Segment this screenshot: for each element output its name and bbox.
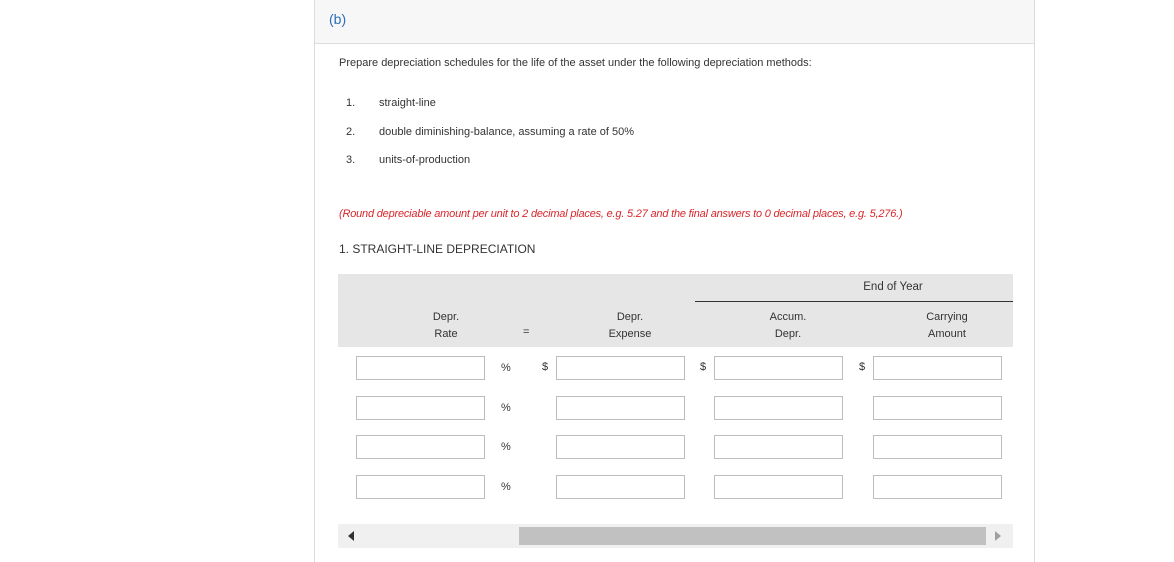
header-line: Depr. bbox=[616, 311, 644, 323]
carrying-amount-input[interactable] bbox=[873, 435, 1002, 459]
currency-symbol: $ bbox=[700, 361, 707, 373]
percent-unit: % bbox=[501, 441, 511, 453]
method-text: double diminishing-balance, assuming a rate of 50% bbox=[379, 126, 634, 138]
header-line: Depr. bbox=[432, 311, 460, 323]
section-title: 1. STRAIGHT-LINE DEPRECIATION bbox=[339, 242, 536, 256]
depr-expense-input[interactable] bbox=[556, 356, 685, 380]
triangle-left-icon[interactable] bbox=[348, 531, 354, 541]
triangle-right-icon[interactable] bbox=[995, 531, 1001, 541]
depr-rate-input[interactable] bbox=[356, 435, 485, 459]
header-line: Depr. bbox=[774, 328, 802, 340]
column-header-depr-expense bbox=[580, 309, 680, 343]
accum-depr-input[interactable] bbox=[714, 475, 843, 499]
header-line: Amount bbox=[928, 328, 966, 340]
instructions-text: Prepare depreciation schedules for the life of the asset under the following depreciation methods: bbox=[339, 57, 812, 69]
column-header-carrying-amount bbox=[897, 309, 997, 343]
accum-depr-input[interactable] bbox=[714, 356, 843, 380]
currency-symbol: $ bbox=[542, 361, 549, 373]
depr-expense-input[interactable] bbox=[556, 435, 685, 459]
part-label: (b) bbox=[329, 11, 347, 27]
depr-rate-input[interactable] bbox=[356, 396, 485, 420]
rounding-note: (Round depreciable amount per unit to 2 decimal places, e.g. 5.27 and the final answers to 0 decimal places, e.g. 5,276.) bbox=[339, 208, 903, 220]
horizontal-scrollbar[interactable] bbox=[338, 524, 1013, 548]
percent-unit: % bbox=[501, 362, 511, 374]
equals-sign: = bbox=[523, 326, 530, 338]
accum-depr-input[interactable] bbox=[714, 435, 843, 459]
method-number: 1. bbox=[346, 97, 356, 109]
carrying-amount-input[interactable] bbox=[873, 475, 1002, 499]
method-number: 3. bbox=[346, 154, 356, 166]
method-text: straight-line bbox=[379, 97, 436, 109]
method-number: 2. bbox=[346, 126, 356, 138]
method-text: units-of-production bbox=[379, 154, 471, 166]
percent-unit: % bbox=[501, 481, 511, 493]
column-header-depr-rate bbox=[396, 309, 496, 343]
scrollbar-thumb[interactable] bbox=[519, 527, 986, 545]
end-of-year-underline bbox=[695, 301, 1013, 302]
depr-expense-input[interactable] bbox=[556, 475, 685, 499]
depr-rate-input[interactable] bbox=[356, 356, 485, 380]
header-line: Rate bbox=[434, 328, 458, 340]
carrying-amount-input[interactable] bbox=[873, 396, 1002, 420]
header-line: Expense bbox=[608, 328, 652, 340]
column-header-accum-depr bbox=[738, 309, 838, 343]
depr-expense-input[interactable] bbox=[556, 396, 685, 420]
end-of-year-label: End of Year bbox=[863, 281, 923, 293]
depr-rate-input[interactable] bbox=[356, 475, 485, 499]
accum-depr-input[interactable] bbox=[714, 396, 843, 420]
header-line: Accum. bbox=[769, 311, 807, 323]
part-header bbox=[315, 0, 1034, 44]
carrying-amount-input[interactable] bbox=[873, 356, 1002, 380]
question-panel bbox=[314, 0, 1035, 562]
header-line: Carrying bbox=[926, 311, 968, 323]
table-header bbox=[338, 274, 1013, 347]
percent-unit: % bbox=[501, 402, 511, 414]
currency-symbol: $ bbox=[859, 361, 866, 373]
